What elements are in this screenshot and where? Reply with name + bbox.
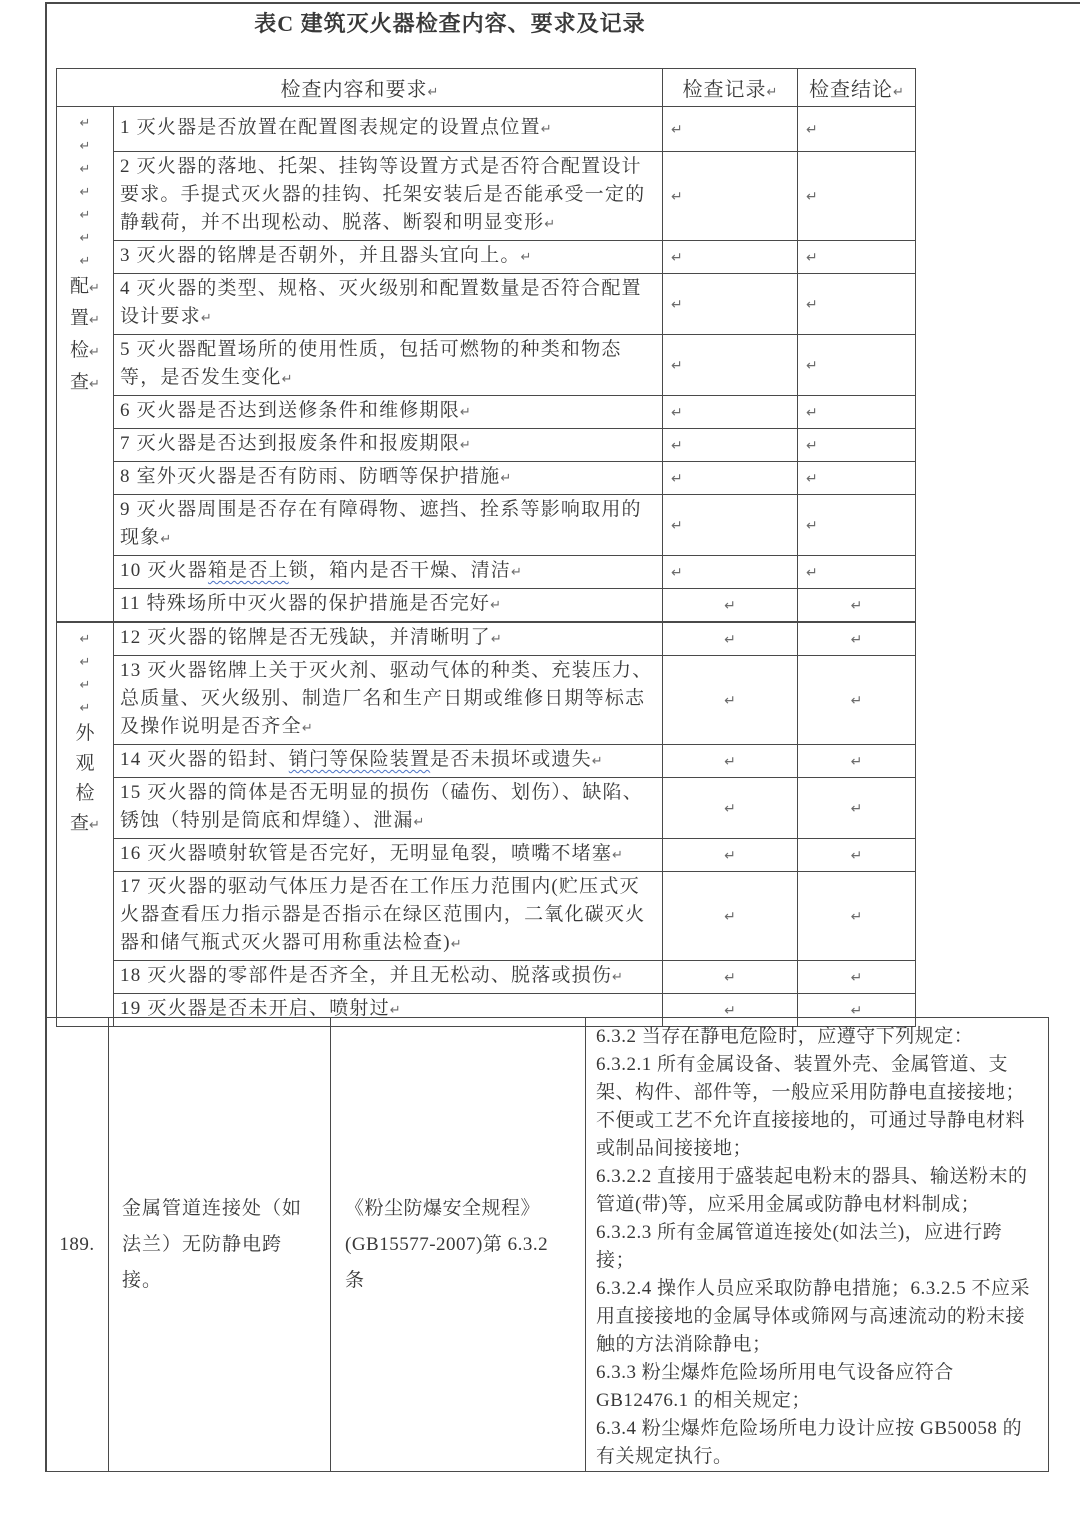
item-text: 5 灭火器配置场所的使用性质，包括可燃物的种类和物态等，是否发生变化↵ [114, 335, 663, 396]
pilcrow-mark: ↵ [850, 754, 863, 770]
item-text: 18 灭火器的零部件是否齐全，并且无松动、脱落或损伤↵ [114, 961, 663, 994]
check-record-cell [663, 495, 798, 556]
pilcrow-mark: ↵ [671, 438, 683, 454]
header-row [57, 69, 916, 107]
check-record-cell [663, 429, 798, 462]
inspection-row-3 [57, 241, 916, 274]
item-text: 15 灭火器的筒体是否无明显的损伤（磕伤、划伤）、缺陷、锈蚀（特别是筒底和焊缝）、泄漏↵ [114, 778, 663, 839]
check-conclusion-cell [798, 622, 916, 656]
item-text: 12 灭火器的铭牌是否无残缺，并清晰明了↵ [114, 622, 663, 656]
inspection-row-18 [57, 961, 916, 994]
pilcrow-mark: ↵ [671, 471, 683, 487]
check-conclusion-cell [798, 429, 916, 462]
inspection-row-12 [57, 622, 916, 656]
inspection-row-2 [57, 152, 916, 241]
spellcheck-underline: 箱是否上 [207, 560, 289, 581]
check-conclusion-cell [798, 656, 916, 745]
pilcrow-mark: ↵ [850, 632, 863, 648]
defect-item-table [45, 1017, 1049, 1472]
check-record-cell [663, 745, 798, 778]
pilcrow-mark: ↵ [806, 358, 818, 374]
pilcrow-mark: ↵ [671, 250, 683, 266]
section-label-configuration-check: ↵ ↵ ↵ ↵ ↵ ↵ ↵ 配↵ 置↵ 检↵ 查↵ [57, 107, 114, 623]
item-text: 1 灭火器是否放置在配置图表规定的设置点位置↵ [114, 107, 663, 152]
check-conclusion-cell [798, 495, 916, 556]
check-record-cell [663, 152, 798, 241]
item-text: 11 特殊场所中灭火器的保护措施是否完好↵ [114, 589, 663, 623]
pilcrow-mark: ↵ [671, 122, 683, 138]
pilcrow-mark: ↵ [806, 471, 818, 487]
check-conclusion-cell [798, 462, 916, 495]
check-record-cell [663, 274, 798, 335]
item-text: 17 灭火器的驱动气体压力是否在工作压力范围内(贮压式灭火器查看压力指示器是否指示在绿区范围内，二氧化碳灭火器和储气瓶式灭火器可用称重法检查)↵ [114, 872, 663, 961]
check-record-cell [663, 107, 798, 152]
item-text-pre: 10 灭火器 [120, 560, 208, 581]
pilcrow-mark: ↵ [724, 693, 736, 709]
item-text: 2 灭火器的落地、托架、挂钩等设置方式是否符合配置设计要求。手提式灭火器的挂钩、托架安装后是否能承受一定的静载荷，并不出现松动、脱落、断裂和明显变形↵ [114, 152, 663, 241]
pilcrow-mark: ↵ [806, 297, 818, 313]
spellcheck-underline: 销闩等保险装置 [288, 749, 431, 770]
item-text: 8 室外灭火器是否有防雨、防晒等保护措施↵ [114, 462, 663, 495]
defect-item-row-189 [46, 1018, 1049, 1472]
item-text: 19 灭火器是否未开启、喷射过↵ [114, 994, 663, 1027]
inspection-row-7 [57, 429, 916, 462]
check-conclusion-cell [798, 872, 916, 961]
pilcrow-mark: ↵ [671, 565, 683, 581]
check-record-cell [663, 656, 798, 745]
check-record-cell [663, 556, 798, 589]
inspection-row-15 [57, 778, 916, 839]
extinguisher-inspection-table [56, 68, 916, 1027]
inspection-row-13 [57, 656, 916, 745]
pilcrow-mark: ↵ [806, 189, 818, 205]
item-text-post: 是否未损坏或遗失↵ [430, 749, 603, 770]
pilcrow-mark: ↵ [671, 189, 683, 205]
pilcrow-mark: ↵ [806, 438, 818, 454]
check-conclusion-cell [798, 241, 916, 274]
item-text-pre: 14 灭火器的铅封、 [120, 749, 289, 770]
item-number: 189. [46, 1018, 109, 1472]
inspection-row-11 [57, 589, 916, 623]
inspection-row-1 [57, 107, 916, 152]
check-record-cell [663, 396, 798, 429]
pilcrow-mark: ↵ [850, 1003, 863, 1019]
check-record-cell [663, 872, 798, 961]
item-regulation-basis: 《粉尘防爆安全规程》(GB15577-2007)第 6.3.2 条 [331, 1018, 586, 1472]
inspection-row-10 [57, 556, 916, 589]
pilcrow-mark: ↵ [671, 518, 683, 534]
check-conclusion-cell [798, 778, 916, 839]
inspection-row-5 [57, 335, 916, 396]
pilcrow-mark: ↵ [724, 754, 736, 770]
check-record-cell [663, 589, 798, 623]
pilcrow-mark: ↵ [724, 909, 736, 925]
header-check-record: 检查记录↵ [663, 69, 798, 107]
inspection-row-4 [57, 274, 916, 335]
pilcrow-mark: ↵ [806, 405, 818, 421]
pilcrow-mark: ↵ [671, 297, 683, 313]
item-text [114, 556, 663, 589]
pilcrow-mark: ↵ [850, 801, 863, 817]
section-label-appearance-check: ↵ ↵ ↵ ↵ 外 观 检 查↵ [57, 622, 114, 1027]
item-text: 6 灭火器是否达到送修条件和维修期限↵ [114, 396, 663, 429]
check-conclusion-cell [798, 961, 916, 994]
pilcrow-mark: ↵ [806, 565, 818, 581]
pilcrow-mark: ↵ [671, 405, 683, 421]
check-conclusion-cell [798, 589, 916, 623]
item-text: 3 灭火器的铭牌是否朝外，并且器头宜向上。↵ [114, 241, 663, 274]
inspection-row-9 [57, 495, 916, 556]
check-conclusion-cell [798, 152, 916, 241]
pilcrow-mark: ↵ [850, 970, 863, 986]
pilcrow-mark: ↵ [724, 970, 736, 986]
inspection-row-16 [57, 839, 916, 872]
item-text: 4 灭火器的类型、规格、灭火级别和配置数量是否符合配置设计要求↵ [114, 274, 663, 335]
item-problem-description: 金属管道连接处（如法兰）无防静电跨接。 [109, 1018, 331, 1472]
pilcrow-mark: ↵ [806, 122, 818, 138]
check-record-cell [663, 778, 798, 839]
inspection-row-6 [57, 396, 916, 429]
item-text [114, 745, 663, 778]
pilcrow-mark: ↵ [724, 632, 736, 648]
check-record-cell [663, 622, 798, 656]
check-conclusion-cell [798, 745, 916, 778]
pilcrow-mark: ↵ [724, 1003, 736, 1019]
check-record-cell [663, 462, 798, 495]
header-check-conclusion: 检查结论↵ [798, 69, 916, 107]
pilcrow-mark: ↵ [850, 693, 863, 709]
item-regulation-clauses: 6.3.2 当存在静电危险时，应遵守下列规定： 6.3.2.1 所有金属设备、装置外壳、金属管道、支架、构件、部件等，一般应采用防静电直接接地；不便或工艺不允许直接接地的，可通过导静电材料或制品间接接地； 6.3.2.2 直接用于盛装起电粉末的器具、输送粉末的管道(带)等，应采用金属或防静电材料制成； 6.3.2.3 所有金属管道连接处(如法兰)，应进行跨接； 6.3.2.4 操作人员应采取防静电措施；6.3.2.5 不应采用直接接地的金属导体或筛网与高速流动的粉末接触的方法消除静电； 6.3.3 粉尘爆炸危险场所用电气设备应符合 GB12476.1 的相关规定； 6.3.4 粉尘爆炸危险场所电力设计应按 GB50058 的有关规定执行。 [586, 1018, 1049, 1472]
pilcrow-mark: ↵ [806, 250, 818, 266]
header-content-requirements: 检查内容和要求↵ [57, 69, 663, 107]
item-text: 13 灭火器铭牌上关于灭火剂、驱动气体的种类、充装压力、总质量、灭火级别、制造厂名和生产日期或维修日期等标志及操作说明是否齐全↵ [114, 656, 663, 745]
pilcrow-mark: ↵ [724, 848, 736, 864]
pilcrow-mark: ↵ [806, 518, 818, 534]
table-c-title: 表C 建筑灭火器检查内容、要求及记录 [254, 11, 646, 36]
check-conclusion-cell [798, 107, 916, 152]
check-conclusion-cell [798, 396, 916, 429]
item-text: 16 灭火器喷射软管是否完好，无明显龟裂，喷嘴不堵塞↵ [114, 839, 663, 872]
item-text-post: 锁，箱内是否干燥、清洁↵ [288, 560, 522, 581]
check-conclusion-cell [798, 839, 916, 872]
check-conclusion-cell [798, 335, 916, 396]
inspection-row-14 [57, 745, 916, 778]
check-conclusion-cell [798, 556, 916, 589]
pilcrow-mark: ↵ [850, 848, 863, 864]
check-record-cell [663, 335, 798, 396]
pilcrow-mark: ↵ [671, 358, 683, 374]
pilcrow-mark: ↵ [724, 801, 736, 817]
check-record-cell [663, 961, 798, 994]
pilcrow-mark: ↵ [850, 598, 863, 614]
inspection-row-17 [57, 872, 916, 961]
check-record-cell [663, 839, 798, 872]
check-conclusion-cell [798, 274, 916, 335]
check-record-cell [663, 241, 798, 274]
inspection-row-8 [57, 462, 916, 495]
pilcrow-mark: ↵ [724, 598, 736, 614]
item-text: 7 灭火器是否达到报废条件和报废期限↵ [114, 429, 663, 462]
pilcrow-mark: ↵ [850, 909, 863, 925]
item-text: 9 灭火器周围是否存在有障碍物、遮挡、拴系等影响取用的现象↵ [114, 495, 663, 556]
